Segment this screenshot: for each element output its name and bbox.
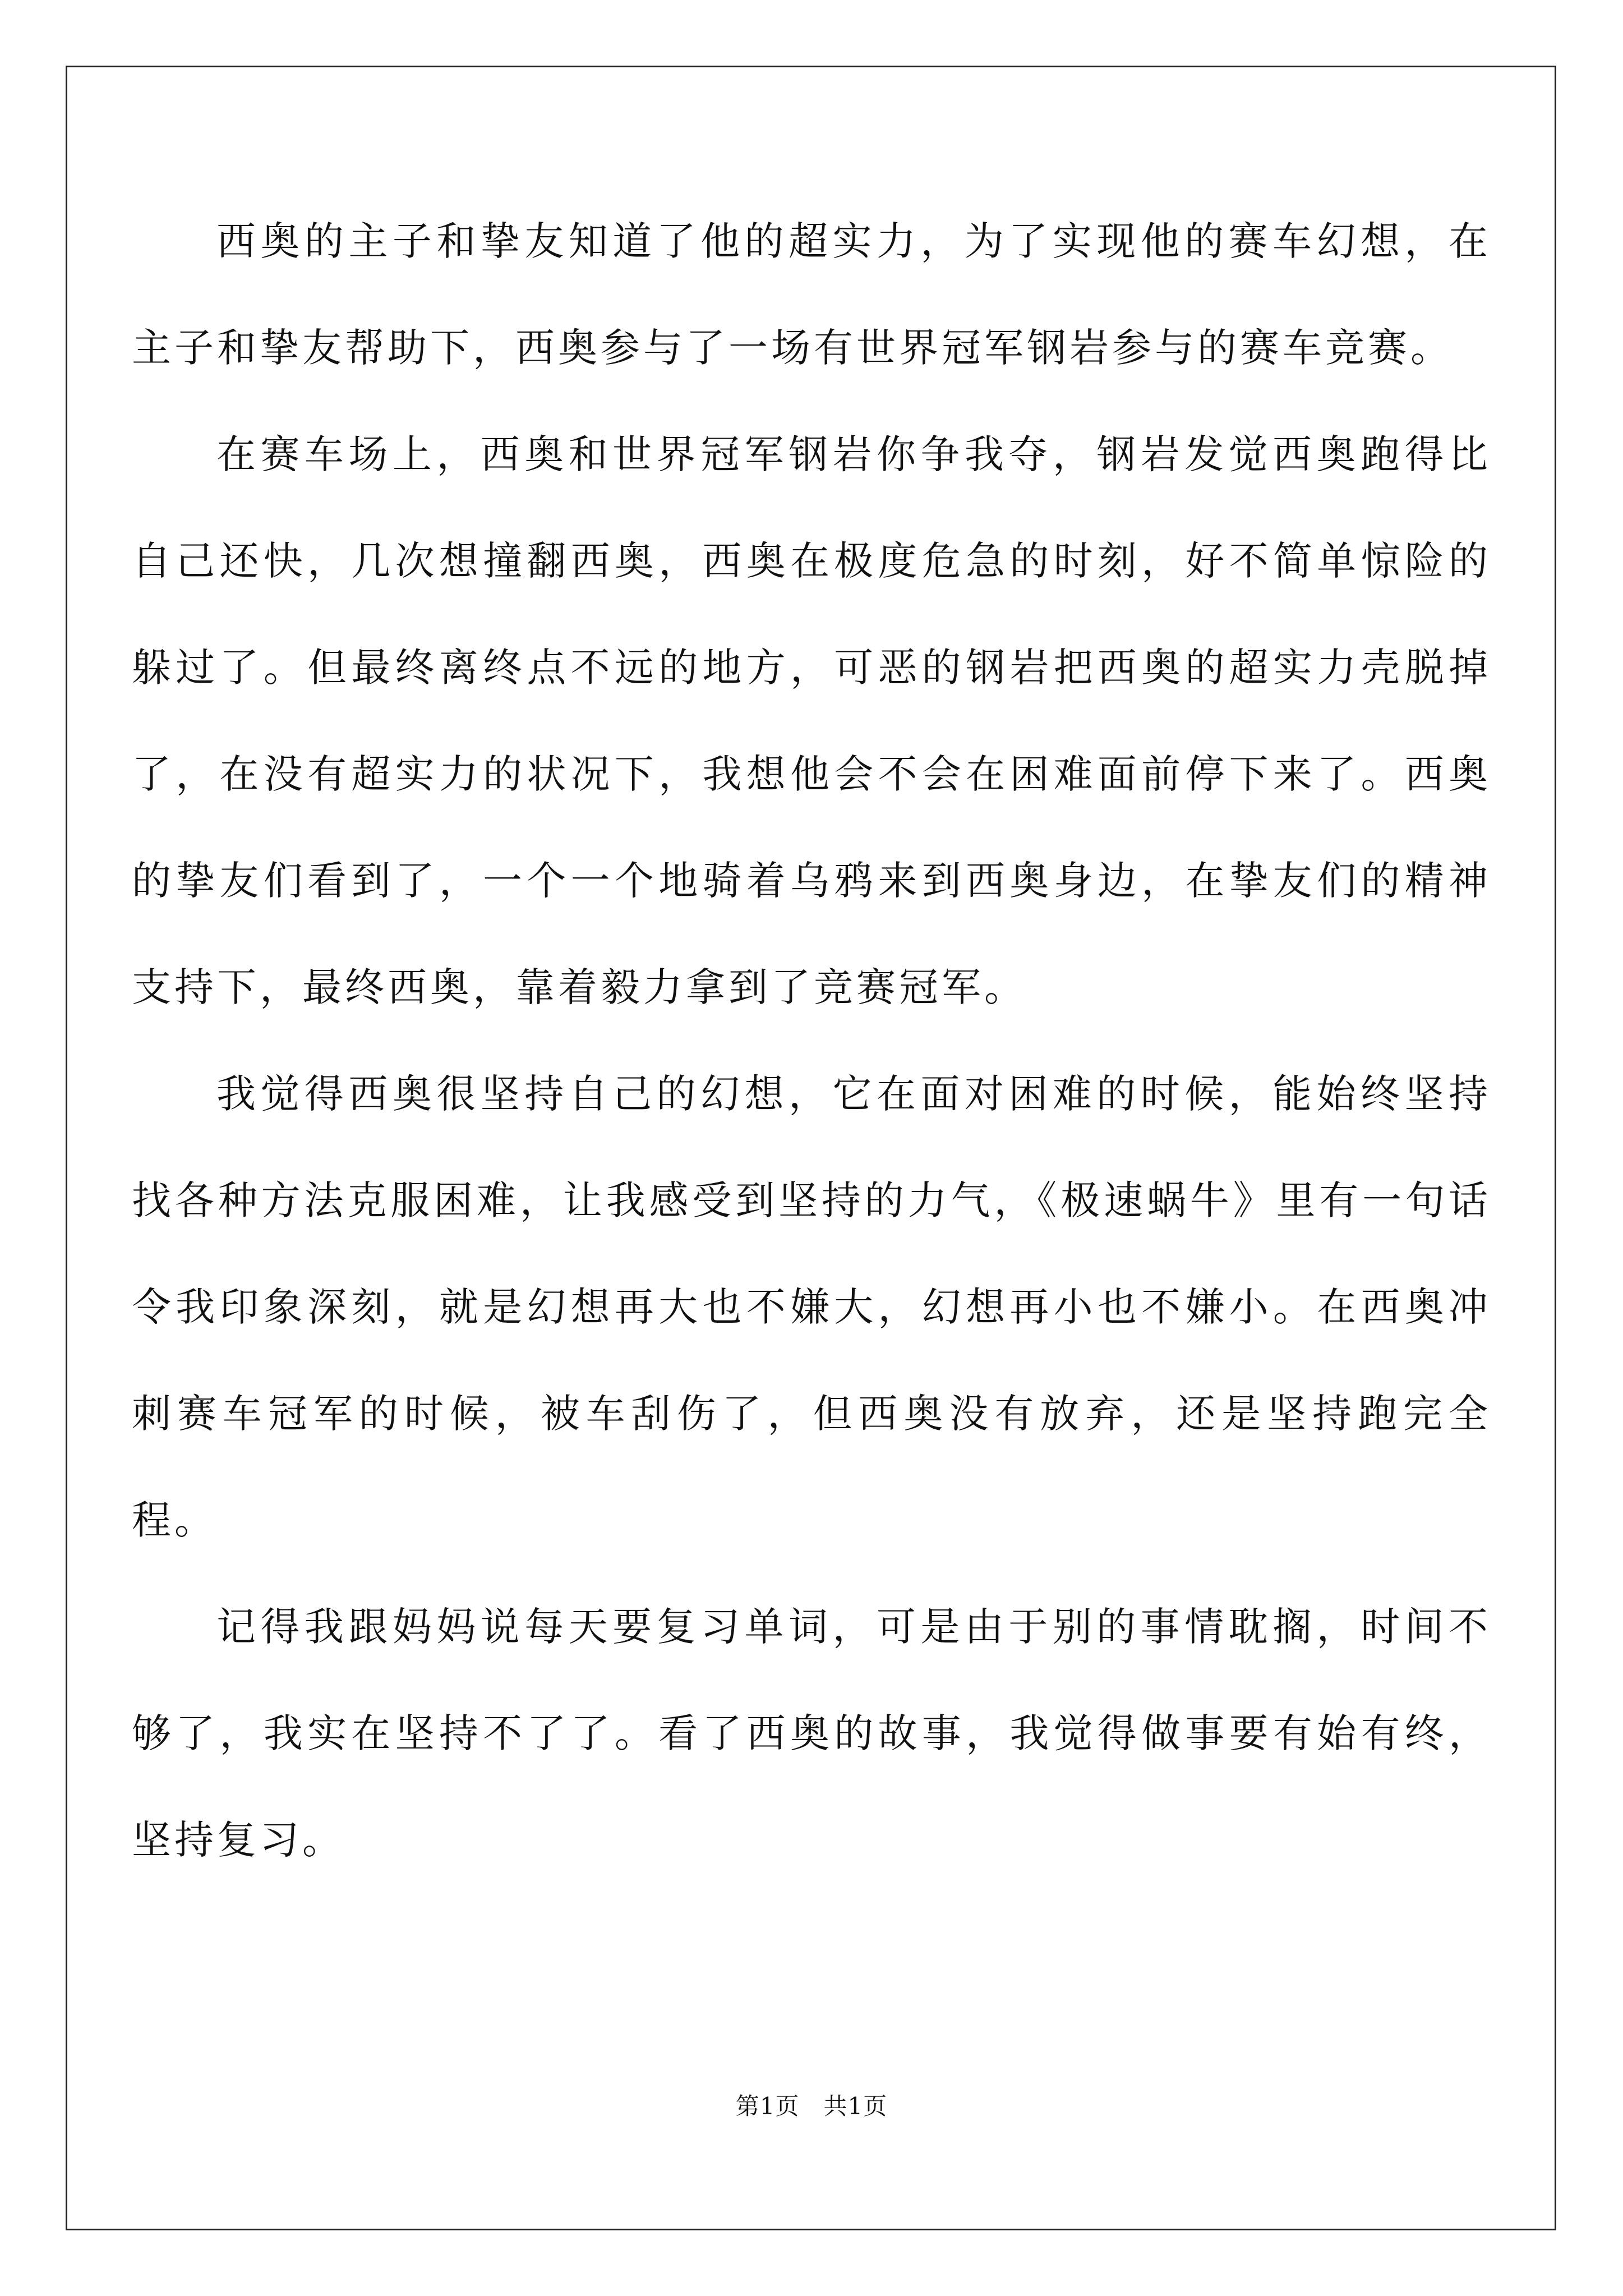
paragraph-2: 在赛车场上，西奥和世界冠军钢岩你争我夺，钢岩发觉西奥跑得比自己还快，几次想撞翻西奥，西奥在极度危急的时刻，好不简单惊险的躲过了。但最终离终点不远的地方，可恶的钢岩把西奥的超实力壳脱掉了，在没有超实力的状况下，我想他会不会在困难面前停下来了。西奥的挚友们看到了，一个一个地骑着乌鸦来到西奥身边，在挚友们的精神支持下，最终西奥，靠着毅力拿到了竞赛冠军。 xyxy=(132,431,1491,1010)
document-body xyxy=(132,188,1491,1893)
paragraph-4: 记得我跟妈妈说每天要复习单词，可是由于别的事情耽搁，时间不够了，我实在坚持不了了。看了西奥的故事，我觉得做事要有始有终，坚持复习。 xyxy=(132,1604,1491,1863)
paragraph-1: 西奥的主子和挚友知道了他的超实力，为了实现他的赛车幻想，在主子和挚友帮助下，西奥参与了一场有世界冠军钢岩参与的赛车竞赛。 xyxy=(132,218,1491,371)
paragraph-3: 我觉得西奥很坚持自己的幻想，它在面对困难的时候，能始终坚持找各种方法克服困难，让我感受到坚持的力气，《极速蜗牛》里有一句话令我印象深刻，就是幻想再大也不嫌大，幻想再小也不嫌小。在西奥冲刺赛车冠军的时候，被车刮伤了，但西奥没有放弃，还是坚持跑完全程。 xyxy=(132,1071,1491,1543)
page-number-footer: 第1页 共1页 xyxy=(735,2092,888,2120)
